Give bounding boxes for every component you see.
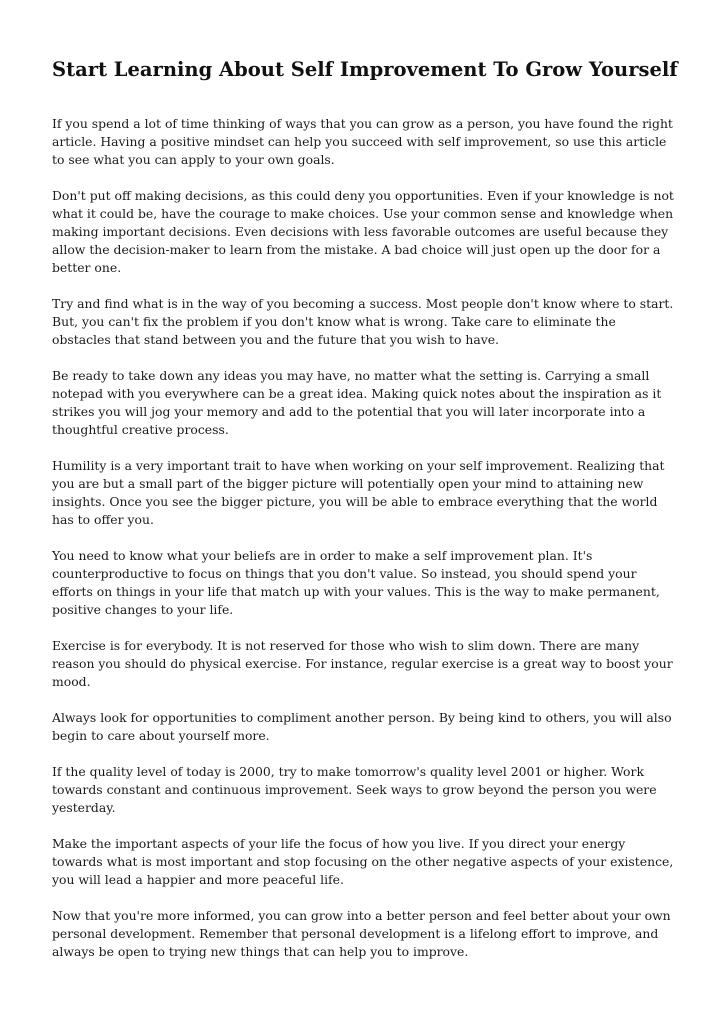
paragraph: Now that you're more informed, you can grow into a better person and feel better about your own personal development. Remember that personal development is a lifelong effort to improve, and always be open to trying new things that can help you to improve.: [52, 908, 671, 959]
document-title: Start Learning About Self Improvement To Grow Yourself: [52, 58, 678, 81]
paragraph: Don't put off making decisions, as this could deny you opportunities. Even if your knowledge is not what it could be, have the courage to make choices. Use your common sense and knowledge when making important decisions. Even decisions with less favorable outcomes are useful because they allow the decision-maker to learn from the mistake. A bad choice will just open up the door for a better one.: [52, 188, 674, 275]
paragraph: Humility is a very important trait to have when working on your self improvement. Realizing that you are but a small part of the bigger picture will potentially open your mind to attaining new insights. Once you see the bigger picture, you will be able to embrace everything that the world has to offer you.: [52, 458, 665, 527]
paragraph: Make the important aspects of your life the focus of how you live. If you direct your energy towards what is most important and stop focusing on the other negative aspects of your existence, you will lead a happier and more peaceful life.: [52, 836, 674, 887]
paragraph: Be ready to take down any ideas you may have, no matter what the setting is. Carrying a small notepad with you everywhere can be a great idea. Making quick notes about the inspiration as it strikes you will jog your memory and add to the potential that you will later incorporate into a thoughtful creative process.: [52, 368, 662, 437]
document-body: [52, 115, 674, 979]
paragraph: Try and find what is in the way of you becoming a success. Most people don't know where to start. But, you can't fix the problem if you don't know what is wrong. Take care to eliminate the obstacles that stand between you and the future that you wish to have.: [52, 296, 674, 347]
paragraph: If you spend a lot of time thinking of ways that you can grow as a person, you have found the right article. Having a positive mindset can help you succeed with self improvement, so use this article to see what you can apply to your own goals.: [52, 116, 673, 167]
paragraph: You need to know what your beliefs are in order to make a self improvement plan. It's counterproductive to focus on things that you don't value. So instead, you should spend your efforts on things in your life that match up with your values. This is the way to make permanent, positive changes to your life.: [52, 548, 660, 617]
paragraph: If the quality level of today is 2000, try to make tomorrow's quality level 2001 or higher. Work towards constant and continuous improvement. Seek ways to grow beyond the person you were yesterday.: [52, 764, 657, 815]
paragraph: Exercise is for everybody. It is not reserved for those who wish to slim down. There are many reason you should do physical exercise. For instance, regular exercise is a great way to boost your mood.: [52, 638, 673, 689]
paragraph: Always look for opportunities to compliment another person. By being kind to others, you will also begin to care about yourself more.: [52, 710, 672, 743]
